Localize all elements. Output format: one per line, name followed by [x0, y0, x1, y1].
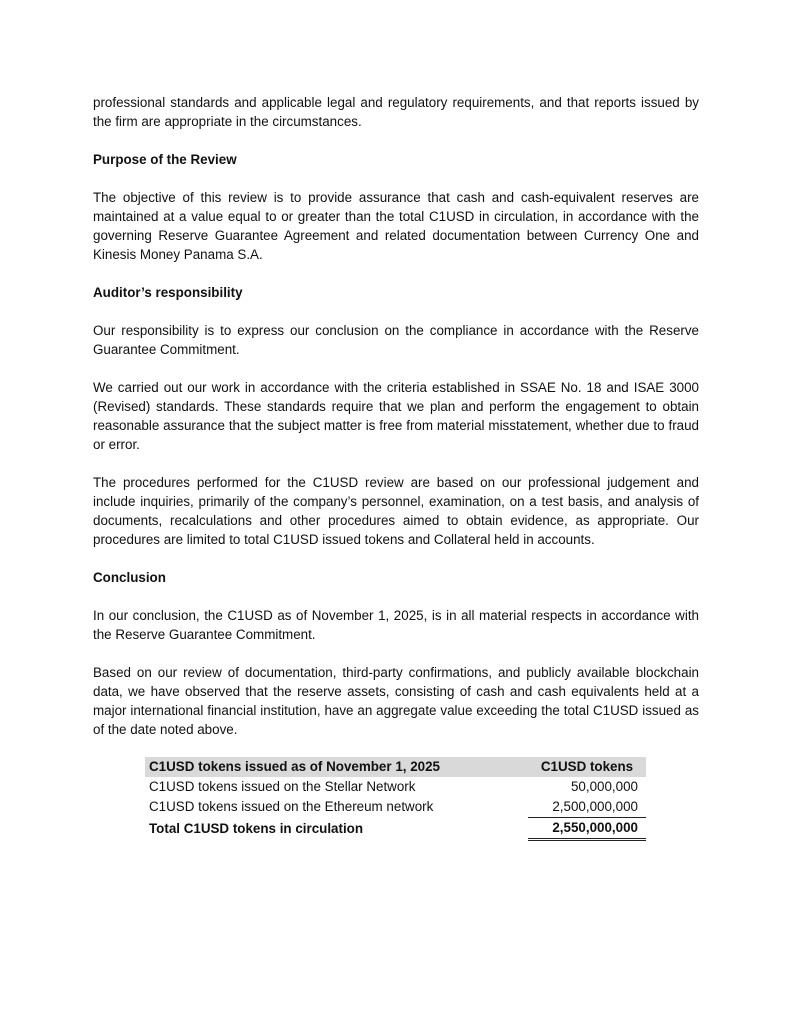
table-row [145, 777, 646, 797]
table-header-row [145, 757, 646, 777]
responsibility-paragraph-1: Our responsibility is to express our conclusion on the compliance in accordance with the Reserve Guarantee Commitment. [93, 323, 699, 357]
section-heading-auditor-responsibility: Auditor’s responsibility [93, 285, 243, 300]
conclusion-paragraph-1: In our conclusion, the C1USD as of November 1, 2025, is in all material respects in accordance with the Reserve Guarantee Commitment. [93, 608, 699, 642]
row-label-stellar: C1USD tokens issued on the Stellar Network [149, 779, 416, 794]
row-value-ethereum: 2,500,000,000 [528, 797, 646, 818]
total-label: Total C1USD tokens in circulation [149, 820, 364, 836]
section-heading-purpose: Purpose of the Review [93, 152, 237, 167]
purpose-paragraph: The objective of this review is to provide assurance that cash and cash-equivalent reserves are maintained at a value equal to or greater than the total C1USD in circulation, in accordance with the governing Reserve Guarantee Agreement and related documentation between Currency One and Kinesis Money Panama S.A. [93, 190, 699, 262]
row-value-stellar: 50,000,000 [570, 779, 638, 794]
table-header-label: C1USD tokens issued as of November 1, 2025 [145, 757, 528, 777]
table-row [145, 797, 646, 818]
responsibility-paragraph-2: We carried out our work in accordance with the criteria established in SSAE No. 18 and ISAE 3000 (Revised) standards. These standards require that we plan and perform the engagement to obtain reasonable assurance that the subject matter is free from material misstatement, whether due to fraud or error. [93, 380, 699, 452]
total-value: 2,550,000,000 [528, 818, 646, 840]
conclusion-paragraph-2: Based on our review of documentation, third-party confirmations, and publicly available blockchain data, we have observed that the reserve assets, consisting of cash and cash equivalents held at a major international financial institution, have an aggregate value exceeding the total C1USD issued as of the date noted above. [93, 665, 699, 737]
row-label-ethereum: C1USD tokens issued on the Ethereum network [149, 799, 434, 815]
responsibility-paragraph-3: The procedures performed for the C1USD review are based on our professional judgement and include inquiries, primarily of the company’s personnel, examination, on a test basis, and analysis of documents, recalculations and other procedures aimed to obtain evidence, as appropriate. Our procedures are limited to total C1USD issued tokens and Collateral held in accounts. [93, 475, 699, 547]
token-table [145, 757, 646, 841]
document-page [93, 93, 699, 739]
section-heading-conclusion: Conclusion [93, 570, 166, 585]
intro-paragraph: professional standards and applicable legal and regulatory requirements, and that reports issued by the firm are appropriate in the circumstances. [93, 95, 699, 129]
table-total-row [145, 818, 646, 840]
table-header-value: C1USD tokens [528, 757, 646, 777]
